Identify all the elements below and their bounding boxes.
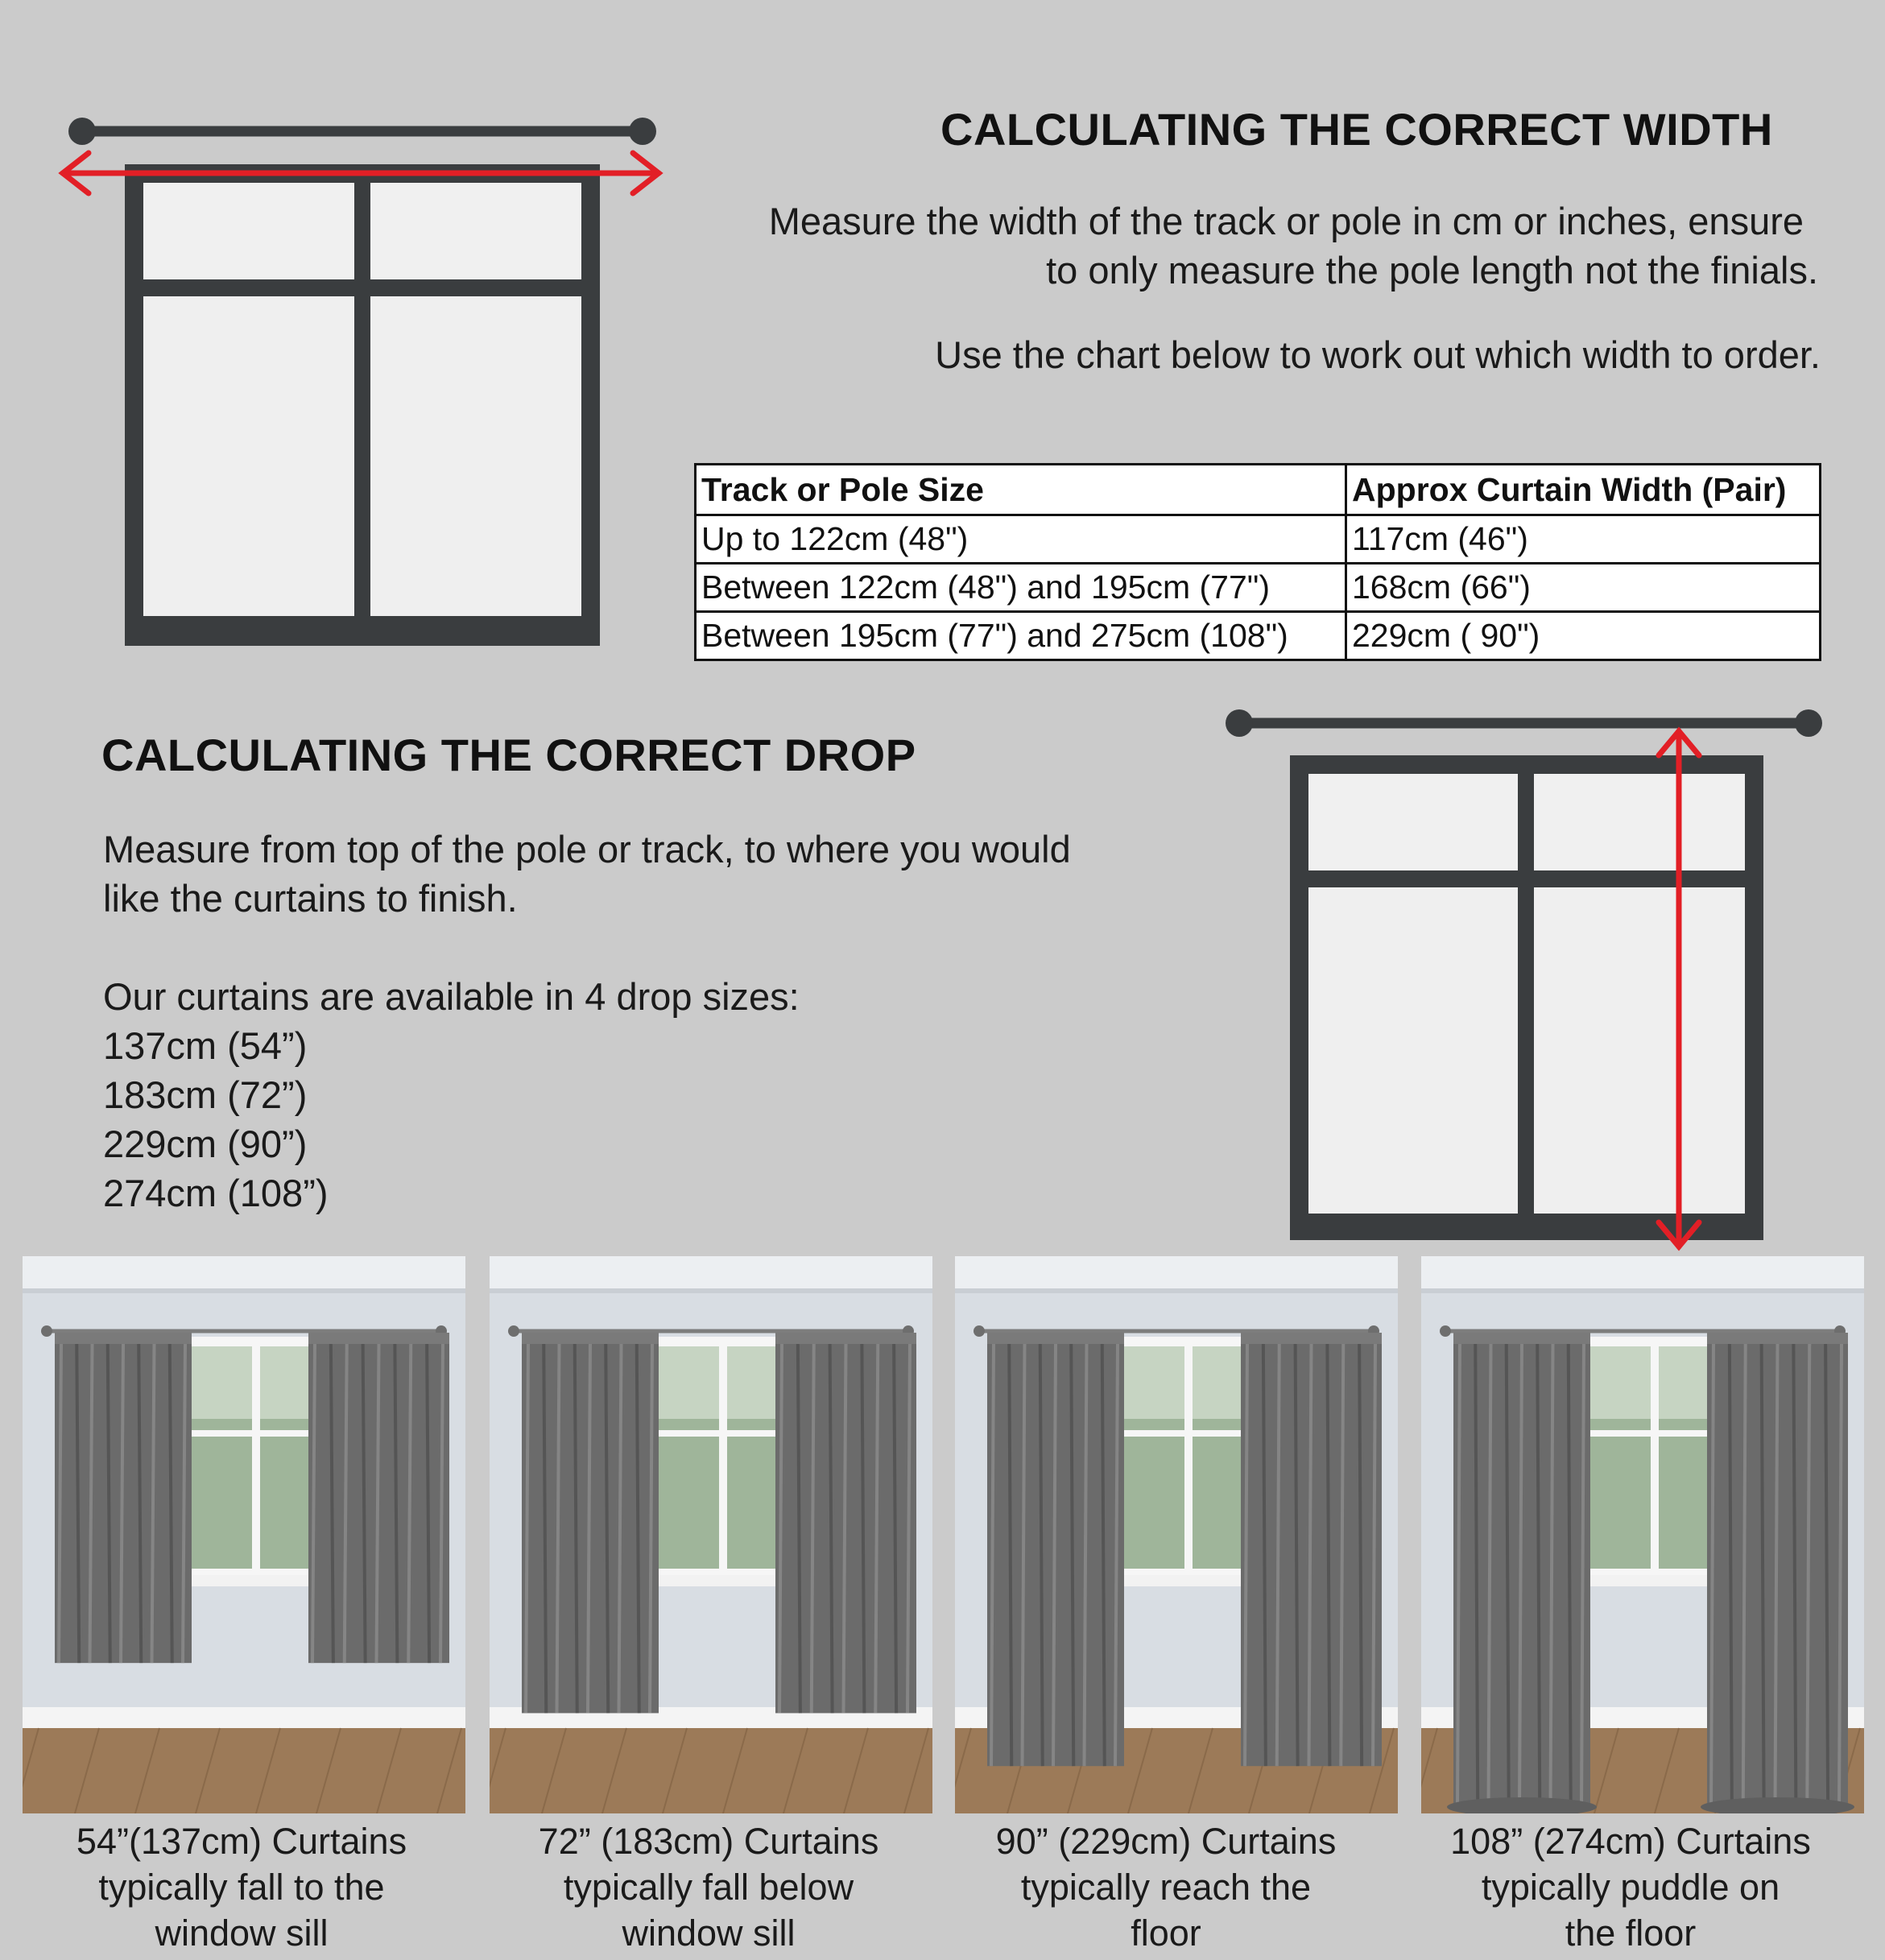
caption-line: typically puddle on: [1481, 1867, 1780, 1908]
window-sill: [125, 628, 600, 646]
table-cell: Between 195cm (77") and 275cm (108"): [696, 612, 1346, 660]
width-instructions-line-2: to only measure the pole length not the finials.: [1046, 249, 1818, 292]
drop-instructions: [103, 825, 1230, 923]
caption-line: typically reach the: [1020, 1867, 1312, 1908]
curtain-example-caption: [467, 1818, 950, 1956]
curtain-example-photo: [490, 1256, 932, 1813]
pole-finial-right: [1795, 709, 1822, 737]
table-cell: 117cm (46"): [1346, 515, 1821, 564]
curtain-left: [987, 1333, 1124, 1766]
caption-line: 108” (274cm) Curtains: [1450, 1821, 1811, 1862]
width-chart-hint: Use the chart below to work out which width to order.: [935, 333, 1821, 376]
table-row: [696, 564, 1821, 612]
table-row: [696, 612, 1821, 660]
pole-finial-left: [1226, 709, 1253, 737]
curtain-example-caption: [0, 1818, 483, 1956]
caption-line: typically fall to the: [98, 1867, 385, 1908]
drop-size-item: 137cm (54”): [103, 1024, 308, 1067]
wooden-floor: [490, 1728, 932, 1813]
drop-size-item: 229cm (90”): [103, 1123, 308, 1165]
drop-size-item: 183cm (72”): [103, 1073, 308, 1116]
table-cell: 168cm (66"): [1346, 564, 1821, 612]
caption-line: typically fall below: [563, 1867, 854, 1908]
drop-instructions-line-1: Measure from top of the pole or track, to where you would: [103, 828, 1071, 870]
width-instructions: [651, 196, 1818, 295]
curtain-example-photo: [23, 1256, 465, 1813]
caption-line: window sill: [622, 1912, 796, 1954]
drop-sizes-list: [103, 972, 1069, 1218]
table-row: [696, 515, 1821, 564]
curtain-example-caption: [924, 1818, 1408, 1956]
caption-line: 90” (229cm) Curtains: [995, 1821, 1337, 1862]
curtain-example-photo: [1421, 1256, 1864, 1813]
curtain-left: [55, 1333, 192, 1663]
width-section-title: CALCULATING THE CORRECT WIDTH: [940, 104, 1773, 155]
pole-finial-right: [629, 118, 656, 145]
caption-line: 54”(137cm) Curtains: [76, 1821, 407, 1862]
width-window-illustration: [48, 105, 676, 668]
curtain-right: [1701, 1333, 1854, 1813]
drop-size-item: 274cm (108”): [103, 1172, 329, 1214]
wooden-floor: [23, 1728, 465, 1813]
drop-section-title: CALCULATING THE CORRECT DROP: [101, 730, 916, 780]
caption-line: 72” (183cm) Curtains: [538, 1821, 879, 1862]
curtain-right: [775, 1333, 916, 1713]
drop-window-illustration: [1216, 701, 1852, 1256]
drop-instructions-line-2: like the curtains to finish.: [103, 877, 518, 920]
width-size-table: [694, 463, 1821, 661]
curtain-right: [308, 1333, 449, 1663]
table-cell: 229cm ( 90"): [1346, 612, 1821, 660]
drop-sizes-intro: Our curtains are available in 4 drop sizes:: [103, 975, 800, 1018]
table-header-row: [696, 465, 1821, 515]
curtain-example-caption: [1389, 1818, 1872, 1956]
curtain-left: [1447, 1333, 1597, 1813]
pole-finial-left: [68, 118, 96, 145]
table-header-cell: Track or Pole Size: [696, 465, 1346, 515]
curtain-right: [1241, 1333, 1382, 1766]
caption-line: window sill: [155, 1912, 329, 1954]
caption-line: floor: [1131, 1912, 1201, 1954]
caption-line: the floor: [1565, 1912, 1697, 1954]
curtain-example-photo: [955, 1256, 1398, 1813]
table-cell: Between 122cm (48") and 195cm (77"): [696, 564, 1346, 612]
width-instructions-line-1: Measure the width of the track or pole in cm or inches, ensure: [768, 200, 1804, 242]
curtain-left: [522, 1333, 659, 1713]
table-cell: Up to 122cm (48"): [696, 515, 1346, 564]
table-header-cell: Approx Curtain Width (Pair): [1346, 465, 1821, 515]
